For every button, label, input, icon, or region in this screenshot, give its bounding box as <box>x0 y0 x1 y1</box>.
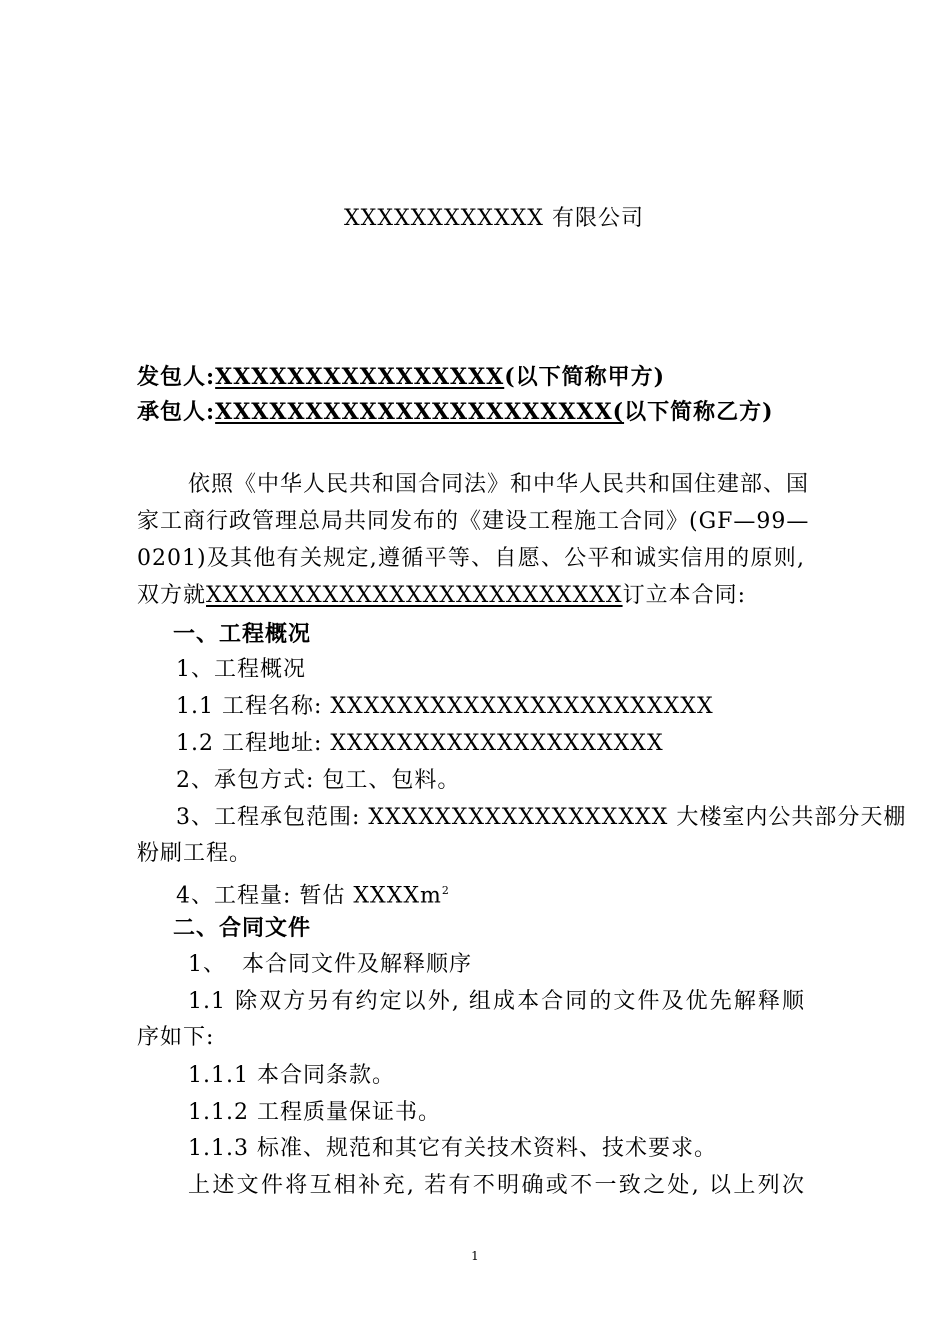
preamble-project-name: XXXXXXXXXXXXXXXXXXXXXXXXX <box>206 583 623 608</box>
party-b-label: 承包人: <box>137 399 216 425</box>
section-1-heading: 一、工程概况 <box>173 621 312 647</box>
preamble-line-1: 依照《中华人民共和国合同法》和中华人民共和国住建部、国 <box>188 472 810 497</box>
section-1-item-1-2: 1.2 工程地址: XXXXXXXXXXXXXXXXXXXX <box>176 731 664 756</box>
section-1-item-4-text: 4、工程量: 暂估 XXXXm <box>176 883 442 909</box>
section-2-item-1-1-line-1: 1.1 除双方另有约定以外, 组成本合同的文件及优先解释顺 <box>188 989 805 1014</box>
preamble-line-4 <box>137 581 746 611</box>
section-2-heading: 二、合同文件 <box>173 915 312 941</box>
section-1-item-4 <box>176 876 450 911</box>
party-a-line <box>137 362 665 392</box>
section-1-item-3-line-1: 3、工程承包范围: XXXXXXXXXXXXXXXXXX 大楼室内公共部分天棚 <box>176 805 907 830</box>
section-2-item-1-1-1: 1.1.1 本合同条款。 <box>188 1063 395 1088</box>
party-a-name: XXXXXXXXXXXXXXXX <box>215 364 505 390</box>
section-1-item-1-1: 1.1 工程名称: XXXXXXXXXXXXXXXXXXXXXXX <box>176 694 714 719</box>
section-2-item-1-1-2: 1.1.2 工程质量保证书。 <box>188 1100 441 1125</box>
party-b-name: XXXXXXXXXXXXXXXXXXXXXX( <box>215 399 625 425</box>
section-2-item-1: 1、 本合同文件及解释顺序 <box>188 952 472 977</box>
section-2-item-1-1-3: 1.1.3 标准、规范和其它有关技术资料、技术要求。 <box>188 1136 717 1161</box>
preamble-prefix: 双方就 <box>137 583 207 608</box>
section-1-item-1: 1、工程概况 <box>176 657 306 682</box>
section-1-item-3-line-2: 粉刷工程。 <box>137 841 253 866</box>
preamble-line-2: 家工商行政管理总局共同发布的《建设工程施工合同》(GF—99— <box>137 509 810 534</box>
party-a-note: (以下简称甲方) <box>504 364 666 390</box>
preamble-line-3: 0201)及其他有关规定,遵循平等、自愿、公平和诚实信用的原则, <box>137 546 805 571</box>
document-title: XXXXXXXXXXXX 有限公司 <box>344 206 644 231</box>
preamble-suffix: 订立本合同: <box>622 583 746 608</box>
section-2-item-1-1-line-2: 序如下: <box>137 1025 215 1050</box>
party-a-label: 发包人: <box>137 364 216 390</box>
page-number: 1 <box>471 1249 479 1263</box>
section-2-closing-line: 上述文件将互相补充, 若有不明确或不一致之处, 以上列次 <box>188 1173 805 1198</box>
superscript-2: 2 <box>441 884 450 897</box>
party-b-note: 以下简称乙方) <box>624 399 774 425</box>
section-1-item-2: 2、承包方式: 包工、包料。 <box>176 768 461 793</box>
party-b-line <box>137 397 773 427</box>
